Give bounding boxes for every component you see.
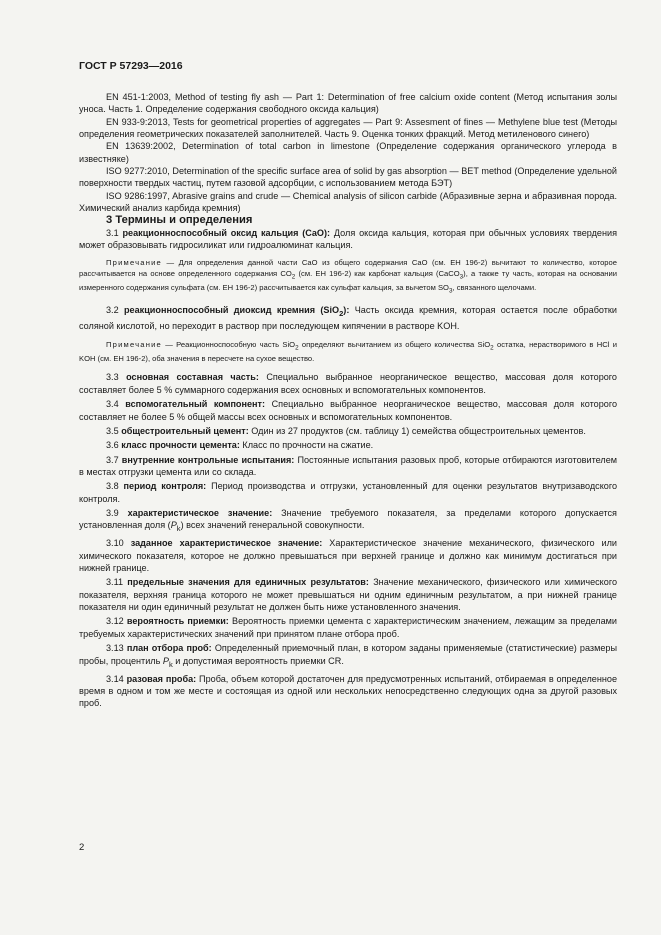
term-3-11: 3.11 предельные значения для единичных результатов: Значение механического, физического или химического показателя, верхняя граница которого не может превышаться ни одним единичным результатом, а при нижней границе показателя ни один единичный результат не должен быть ниже установленного значения. xyxy=(79,577,617,613)
term-3-6: 3.6 класс прочности цемента: Класс по прочности на сжатие. xyxy=(106,440,374,451)
term-3-9: 3.9 характеристическое значение: Значение требуемого показателя, за пределами которого допускается установленная доля $(P_k)$ всех значений генеральной совокупности. xyxy=(79,507,617,534)
document-body xyxy=(79,91,617,710)
term-3-3: 3.3 основная составная часть: Специально выбранное неорганическое вещество, массовая доля которого составляет более 5 % суммарного содержания всех основных и вспомогательных компонентов. xyxy=(79,372,617,395)
norm-ref: EN 933-9:2013, Tests for geometrical properties of aggregates — Part 9: Assesment of fines — Methylene blue test (Методы определения геометрических показателей заполнителей. Часть 9. Оценка тонких фракций. Метод метиленового синего) xyxy=(79,116,617,140)
term-3-2: 3.2 реакционноспособный диоксид кремния (SiO$_2$): Часть оксида кремния, которая остается после обработки соляной кислотой, но переходит в раствор при последующем кипячении в растворе KOH. xyxy=(79,305,617,332)
note-3-1: Примечание — Для определения данной части CaO из общего содержания CaO (см. ЕН 196-2) вычитают то количество, которое рассчитывается на основе определенного содержания $CO_2$ (см. ЕН 196-2) как карбонат кальция (CaCO$_3$), а также ту часть, которая на основании измеренного содержания сульфата (см. ЕН 196-2) рассчитывается как сульфат кальция, за вычетом $SO_3$, связанного щелочами. xyxy=(79,258,617,295)
term-3-14: 3.14 разовая проба: Проба, объем которой достаточен для предусмотренных испытаний, отбираемая в определенное время в одном и том же месте и состоящая из одной или нескольких непосредственно следующих одна за другой разовых проб. xyxy=(79,673,618,709)
term-3-12: 3.12 вероятность приемки: Вероятность приемки цемента с характеристическим значением, лежащим за пределами требуемых характеристических значений при принятом плане отбора проб. xyxy=(79,616,617,639)
term-3-7: 3.7 внутренние контрольные испытания: Постоянные испытания разовых проб, которые отбираются изготовителем в местах отгрузки цемента или со склада. xyxy=(79,454,618,477)
norm-ref: EN 451-1:2003, Method of testing fly ash — Part 1: Determination of free calcium oxide content (Метод испытания золы уноса. Часть 1. Определение содержания свободного оксида кальция) xyxy=(79,92,617,115)
term-3-4: 3.4 вспомогательный компонент: Специально выбранное неорганическое вещество, массовая доля которого составляет не более 5 % общей массы всех основных и вспомогательных компонентов. xyxy=(79,399,618,422)
term-3-5: 3.5 общестроительный цемент: Один из 27 продуктов (см. таблицу 1) семейства общестроительных цементов. xyxy=(106,425,586,436)
page-number: 2 xyxy=(79,842,85,853)
norm-ref: EN 13639:2002, Determination of total carbon in limestone (Определение содержания органического углерода в известняке) xyxy=(79,141,617,164)
norm-ref: ISO 9286:1997, Abrasive grains and crude — Chemical analysis of silicon carbide (Абразивные зерна и абразивная порода. Химический анализ карбида кремния) xyxy=(79,190,617,214)
term-3-10: 3.10 заданное характеристическое значение: Характеристическое значение механического, физического или химического показателя, которое не должно превышаться при верхней границе и должно как минимум достигаться при нижней границе. xyxy=(79,538,617,574)
norm-ref: ISO 9277:2010, Determination of the specific surface area of solid by gas absorption — BET method (Определение удельной поверхности твердых частиц, путем газовой адсорбции, с использованием метода БЭТ) xyxy=(79,166,617,189)
standard-header: ГОСТ Р 57293—2016 xyxy=(79,60,183,72)
note-3-2: Примечание — Реакционноспособную часть SiO$_2$ определяют вычитанием из общего количества SiO$_2$ остатка, нерастворимого в HCl и KOH (см. ЕН 196-2), оба значения в пересчете на сухое вещество. xyxy=(79,339,617,363)
term-3-8: 3.8 период контроля: Период производства и отгрузки, установленный для оценки результатов внутризаводского контроля. xyxy=(79,481,618,504)
section-title: 3 Термины и определения xyxy=(106,214,253,227)
term-3-1: 3.1 реакционноспособный оксид кальция (CaO): Доля оксида кальция, которая при обычных условиях твердения может образовывать гидросиликат или гидроалюминат кальция. xyxy=(79,227,617,251)
normative-references xyxy=(79,91,617,214)
term-3-13: 3.13 план отбора проб: Определенный приемочный план, в котором заданы применяемые (статистические) размеры пробы, процентиль $P_k$ и допустимая вероятность приемки CR. xyxy=(79,643,617,669)
